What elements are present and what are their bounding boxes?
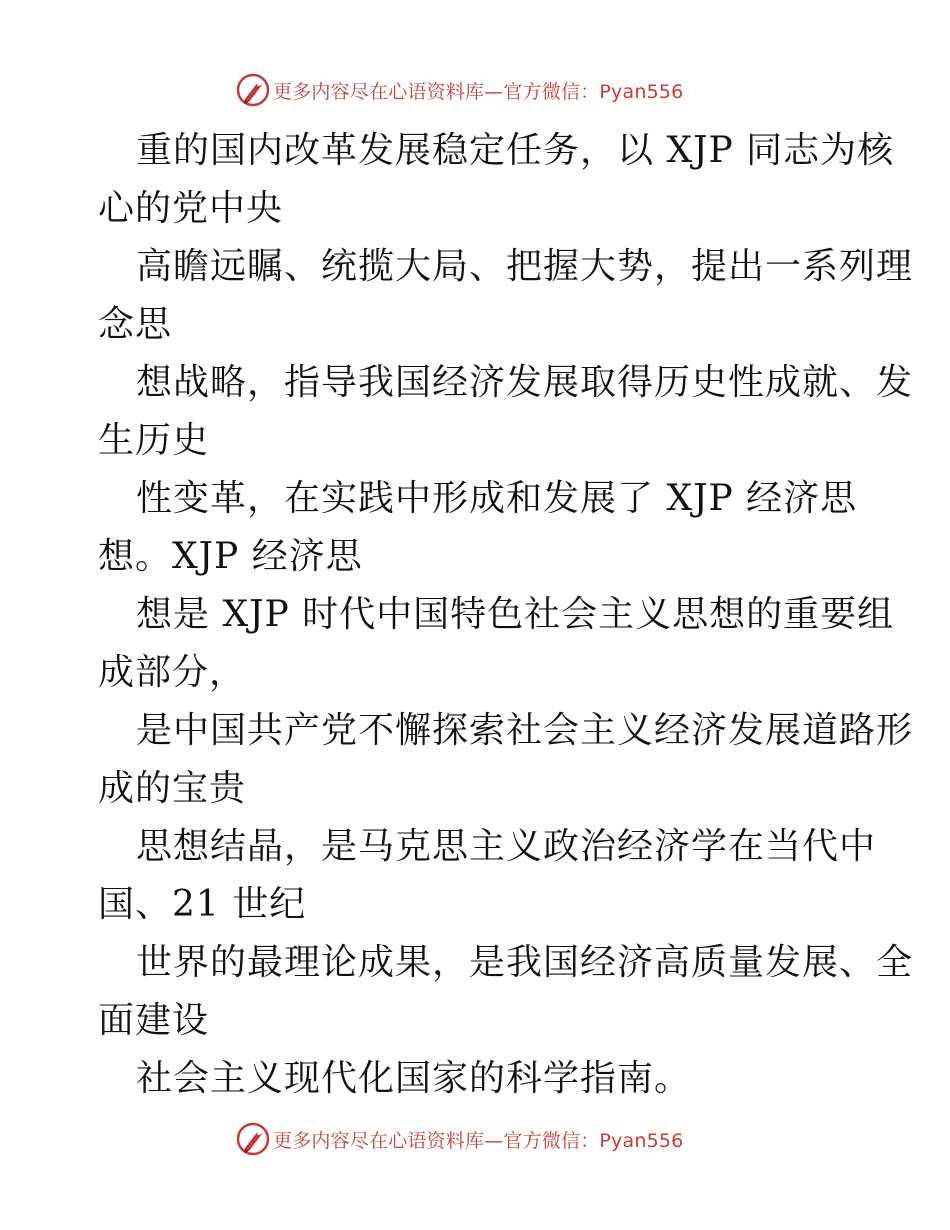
footer-banner-text: 更多内容尽在心语资料库—官方微信：Pyan556 [273,1129,684,1152]
text-line: 成的宝贵 [98,768,247,809]
text-line: 国、21 世纪 [98,884,307,925]
pen-logo-icon [236,73,270,107]
text-line: 面建设 [98,1000,210,1041]
text-line: 想是 XJP 时代中国特色社会主义思想的重要组 [136,594,895,635]
header-banner-text: 更多内容尽在心语资料库—官方微信：Pyan556 [273,80,684,103]
text-line: 世界的最理论成果，是我国经济高质量发展、全 [136,942,914,983]
pen-logo-icon [236,1122,270,1156]
text-line: 想。XJP 经济思 [98,536,363,577]
text-line: 心的党中央 [98,188,284,229]
text-line: 重的国内改革发展稳定任务，以 XJP 同志为核 [136,130,895,171]
text-line: 生历史 [98,420,210,461]
text-line: 是中国共产党不懈探索社会主义经济发展道路形 [136,710,914,751]
document-body [98,122,914,1108]
footer-banner [236,1122,683,1156]
text-line: 思想结晶，是马克思主义政治经济学在当代中 [136,826,877,867]
text-line: 念思 [98,304,173,345]
text-line: 成部分， [98,652,247,693]
text-line: 社会主义现代化国家的科学指南。 [136,1058,692,1099]
text-line: 高瞻远瞩、统揽大局、把握大势，提出一系列理 [136,246,914,287]
header-banner [236,73,683,107]
text-line: 想战略，指导我国经济发展取得历史性成就、发 [136,362,914,403]
text-line: 性变革，在实践中形成和发展了 XJP 经济思 [136,478,858,519]
